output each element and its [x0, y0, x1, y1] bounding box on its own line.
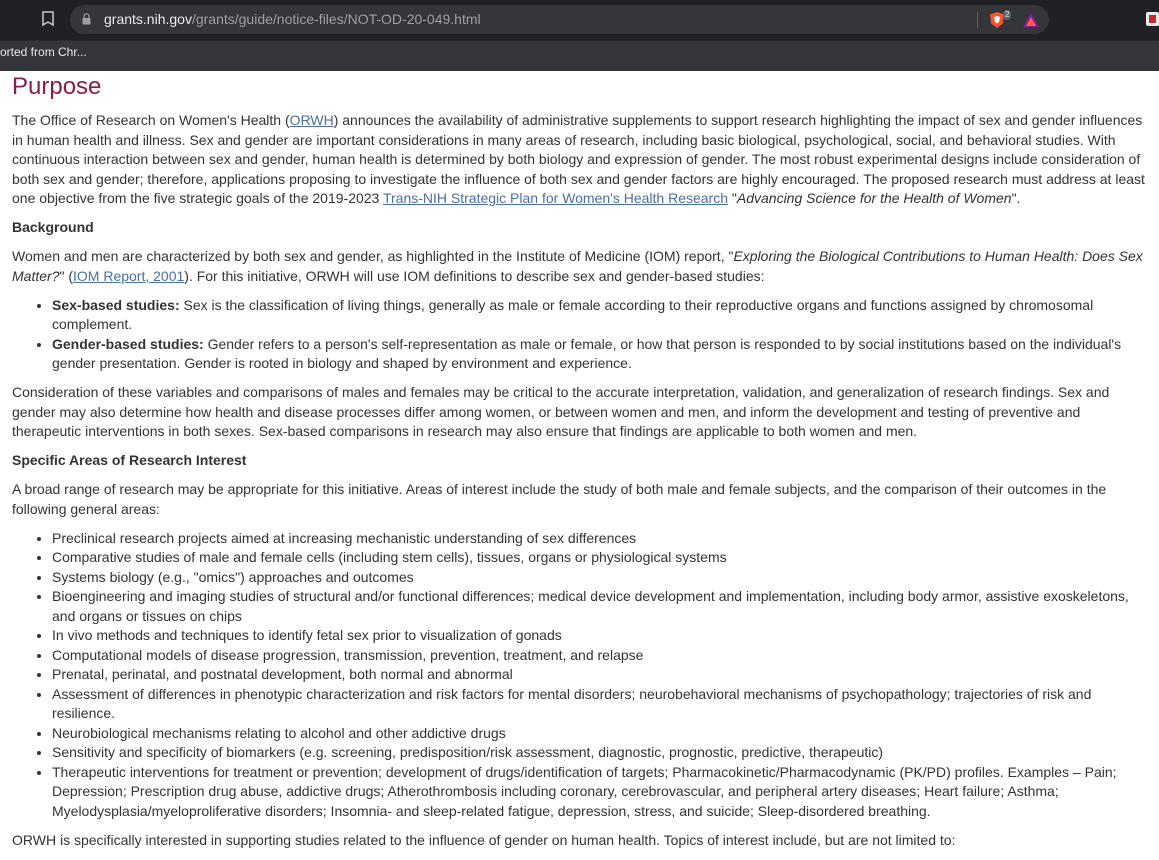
shields-count-badge: 2 [1005, 10, 1010, 19]
list-item: • Computational models of disease progression, transmission, prevention, treatment, and relapse [52, 646, 1152, 666]
text: " [728, 190, 737, 206]
orwh-link[interactable]: ORWH [289, 112, 334, 128]
text: ). For this initiative, ORWH will use IOM definitions to describe sex and gender-based studies: [184, 267, 765, 284]
list-item: • Neurobiological mechanisms relating to alcohol and other addictive drugs [52, 724, 1152, 744]
page-title: Purpose [12, 73, 102, 100]
list-item: • Assessment of differences in phenotypic characterization and risk factors for mental disorders; neurobehavioral mechanisms of psychopathology; trajectories of risk and resilience. [52, 685, 1152, 724]
definition-term: Sex-based studies: [52, 296, 180, 313]
brave-rewards-icon[interactable] [1022, 11, 1040, 29]
iom-report-link[interactable]: IOM Report, 2001 [73, 267, 185, 284]
report-title: Exploring the Biological Contributions to Human Health: Does Sex Matter? [12, 248, 1143, 284]
consideration-paragraph: Consideration of these variables and comparisons of males and females may be critical to the accurate interpretation, validation, and generalization of research findings. Sex and gender may also determine how health and disease processes differ among women, or between women and men, and inform the development and testing of preventive and therapeutic interventions in both sexes. Sex-based comparisons in research may also ensure that findings are applicable to both women and men. [12, 384, 1110, 439]
address-bar[interactable] [70, 5, 1049, 34]
gender-intro-paragraph: ORWH is specifically interested in supporting studies related to the influence of gender on human health. Topics of interest include, but are not limited to: [12, 831, 956, 848]
url-host: grants.nih.gov [104, 11, 192, 27]
text: ) announces the availability of administrative supplements to support research highlighting the impact of sex and gender influences in human health and illness. Sex and gender are important considerations in many areas of research, including basic biological, psychological, social, and behavioral studies. With continuous interaction between sex and gender, human health is determined by both biology and expression of gender. The most robust experimental designs include consideration of both sex and gender; therefore, applications proposing to investigate the influence of both sex and gender factors are highly encouraged. The proposed research must address at least one objective from the five strategic goals of the 2019-2023 [12, 112, 1145, 206]
research-areas-list [12, 529, 1152, 822]
definition-term: Gender-based studies: [52, 335, 204, 352]
text: " ( [59, 267, 73, 284]
list-item: • Systems biology (e.g., "omics") approaches and outcomes [52, 568, 1152, 588]
plan-title: Advancing Science for the Health of Women [736, 190, 1012, 206]
url-path: /grants/guide/notice-files/NOT-OD-20-049.html [191, 11, 481, 27]
browser-toolbar [0, 0, 1159, 40]
list-item: • Therapeutic interventions for treatment or prevention; development of drugs/identification of targets; Pharmacokinetic/Pharmacodynamic (PK/PD) profiles. Examples – Pain; Depression; Prescription drug abuse, addictive drugs; Atherothrombosis including coronary, cerebrovascular, and peripheral artery diseases; Heart failure; Asthma; Myelodysplasia/myeloproliferative disorders; Insomnia- and sleep-related fatigue, depression, stress, and suicide; Sleep-disordered breathing. [52, 763, 1152, 822]
list-item: • Comparative studies of male and female cells (including stem cells), tissues, organs or physiological systems [52, 548, 1152, 568]
divider [977, 12, 978, 28]
list-item: • In vivo methods and techniques to identify fetal sex prior to visualization of gonads [52, 626, 1152, 646]
list-item: • Bioengineering and imaging studies of structural and/or functional differences; medical device development and implementation, including body armor, assistive exoskeletons, and organs or tissues on chips [52, 587, 1152, 626]
extension-icon[interactable] [1146, 12, 1159, 26]
text: The Office of Research on Women's Health ( [12, 112, 290, 128]
definition-text: Sex is the classification of living things, generally as male or female according to their reproductive organs and functions assigned by chromosomal complement. [52, 296, 1094, 332]
definitions-list [12, 296, 1152, 374]
lock-icon[interactable] [82, 13, 91, 25]
list-item: • Prenatal, perinatal, and postnatal development, both normal and abnormal [52, 665, 1152, 685]
list-item: • Preclinical research projects aimed at increasing mechanistic understanding of sex differences [52, 529, 1152, 549]
purpose-paragraph [12, 111, 1152, 209]
list-item: • Sensitivity and specificity of biomarkers (e.g. screening, predisposition/risk assessment, diagnostic, prognostic, predictive, therapeutic) [52, 743, 1152, 763]
text: ". [1011, 190, 1021, 206]
background-heading: Background [12, 219, 94, 235]
bookmarks-bar [0, 40, 1159, 71]
areas-intro-paragraph: A broad range of research may be appropriate for this initiative. Areas of interest include the study of both male and female subjects, and the comparison of their outcomes in the following general areas: [12, 481, 1107, 517]
definition-item [52, 296, 1152, 335]
background-paragraph [12, 247, 1152, 286]
url-text[interactable] [104, 11, 481, 27]
bookmark-icon[interactable] [39, 11, 57, 29]
definition-text: Gender refers to a person's self-representation as male or female, or how that person is responded to by social institutions based on the individual's gender presentation. Gender is rooted in biology and shaped by environment and experience. [52, 335, 1122, 371]
text: Women and men are characterized by both sex and gender, as highlighted in the Institute of Medicine (IOM) report, " [12, 248, 734, 264]
definition-item [52, 335, 1152, 374]
page-content [12, 70, 1152, 860]
strategic-plan-link[interactable]: Trans-NIH Strategic Plan for Women's Health Research [382, 190, 729, 206]
bookmark-folder-imported[interactable]: orted from Chr... [0, 45, 87, 59]
areas-heading: Specific Areas of Research Interest [12, 452, 247, 468]
